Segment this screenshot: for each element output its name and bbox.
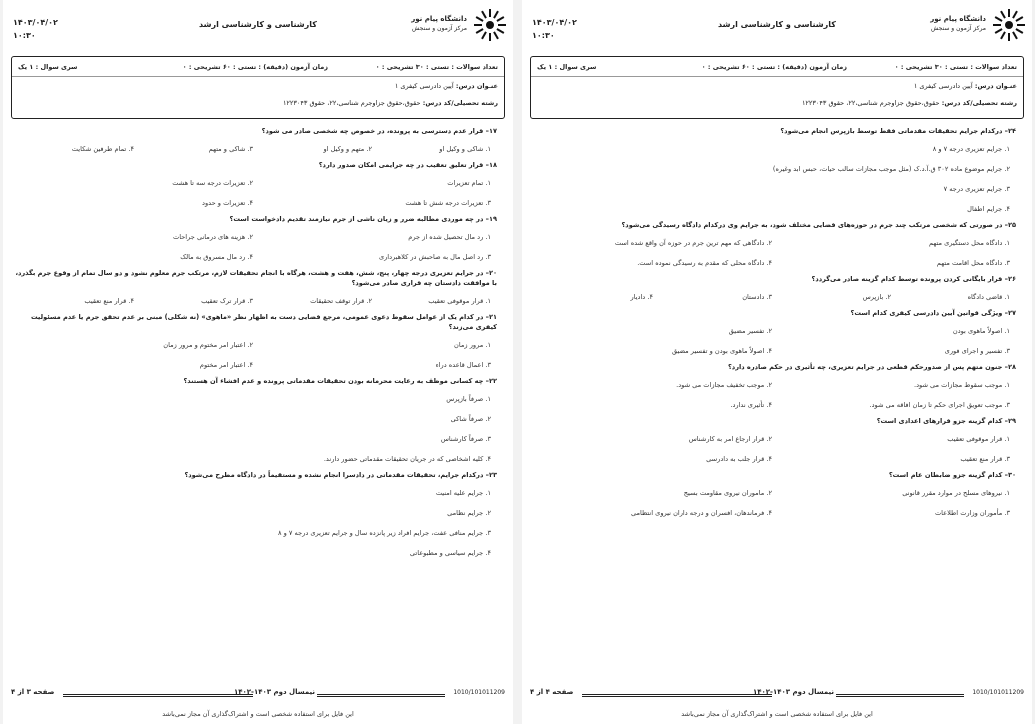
question-block — [534, 126, 1016, 214]
course-title: عنـوان درس: آیین دادرسی کیفری ۱ — [913, 82, 1017, 90]
question-text: ۲۷– ویژگی قوانین آیین دادرسی کیفری کدام است؟ — [850, 309, 1016, 317]
answer-option: ۱. مرور زمان — [454, 341, 491, 349]
answer-options — [534, 326, 1016, 356]
exam-page-4 — [522, 0, 1032, 724]
exam-time: ۱۰:۳۰ — [13, 31, 36, 40]
answer-option: ۴. اصولاً ماهوی بودن و تفسیر مضیق — [671, 347, 772, 355]
question-text: ۱۷– قرار عدم دسترسی به پرونده، در خصوص چه شخصی صادر می شود؟ — [261, 127, 497, 135]
exam-date: ۱۴۰۳/۰۴/۰۲ — [532, 18, 577, 27]
exam-code: 1010/101011209 — [972, 689, 1024, 696]
answer-option: ۴. قرار جلب به دادرسی — [706, 455, 772, 463]
question-block — [15, 376, 497, 464]
exam-info-box — [530, 56, 1024, 119]
exam-time: ۱۰:۳۰ — [532, 31, 555, 40]
page-footer — [530, 686, 1024, 700]
degree-level: کارشناسی و کارشناسی ارشد — [199, 20, 317, 29]
question-block — [534, 274, 1016, 302]
answer-option: ۱. جرایم علیه امنیت — [435, 489, 491, 497]
answer-option: ۴. تمام طرفین شکایت — [71, 145, 134, 153]
question-text: ۲۶– قرار بایگانی کردن پرونده توسط کدام گزینه صادر می‌گردد؟ — [811, 275, 1016, 283]
question-text: ۳۰– کدام گزینه جزو ضابطان عام است؟ — [888, 471, 1016, 479]
answer-option: ۴. دادگاه محلی که مقدم به رسیدگی نموده است. — [637, 259, 772, 267]
divider — [531, 76, 1023, 77]
exam-info-box — [11, 56, 505, 119]
question-block — [15, 126, 497, 154]
question-count: تعداد سوالات : تستی : ۳۰ تشریحی : ۰ — [375, 63, 498, 71]
answer-option: ۲. قرار توقف تحقیقات — [310, 297, 372, 305]
exam-date: ۱۴۰۳/۰۴/۰۲ — [13, 18, 58, 27]
question-block — [15, 470, 497, 558]
footer-rule — [836, 694, 964, 697]
question-list — [15, 126, 497, 564]
answer-options — [534, 488, 1016, 518]
answer-option: ۱. نیروهای مسلح در موارد مقرر قانونی — [902, 489, 1010, 497]
exam-duration: زمان آزمون (دقیقه) : تستی : ۶۰ تشریحی : ۰ — [182, 63, 328, 71]
answer-option: ۲. تعزیرات درجه سه تا هشت — [172, 179, 253, 187]
answer-option: ۳. اعمال قاعده دراء — [435, 361, 491, 369]
footer-rule — [582, 694, 772, 697]
answer-option: ۲. اعتبار امر مختوم و مرور زمان — [163, 341, 253, 349]
question-list — [534, 126, 1016, 524]
answer-options — [534, 144, 1016, 214]
usage-note: این فایل برای استفاده شخصی است و اشتراک‌گذاری آن مجاز نمی‌باشد — [681, 710, 873, 718]
answer-option: ۱. موجب سقوط مجازات می شود. — [914, 381, 1010, 389]
answer-option: ۳. قرار منع تعقیب — [960, 455, 1010, 463]
question-block — [534, 220, 1016, 268]
question-block — [15, 160, 497, 208]
center-name: مرکز آزمون و سنجش — [931, 25, 986, 32]
answer-option: ۴. اعتبار امر مختوم — [199, 361, 253, 369]
question-text: ۲۱– در کدام یک از عوامل سقوط دعوی عمومی، مرجع قضایی دست به اظهار نظر «ماهوی» (نه شکلی) مبنی بر عدم تحقق جرم یا عدم مسئولیت کیفری می‌زند؟ — [30, 313, 497, 331]
exam-page-3 — [3, 0, 513, 724]
field-code: رشته تحصیلی/کد درس: حقوق،حقوق جزاوجرم شناسی،۲۲، حقوق ۱۲۲۳۰۴۳ — [801, 99, 1017, 107]
answer-option: ۲. جرایم نظامی — [447, 509, 491, 517]
answer-option: ۳. تفسیر و اجرای فوری — [944, 347, 1010, 355]
answer-option: ۲. متهم و وکیل او — [323, 145, 372, 153]
answer-option: ۱. رد مال تحصیل شده از جرم — [408, 233, 491, 241]
semester: نیمسال دوم ۱۴۰۳-۱۴۰۲ — [752, 688, 834, 696]
answer-options — [534, 292, 1016, 302]
question-block — [15, 214, 497, 262]
answer-option: ۴. دادیار — [630, 293, 653, 301]
footer-rule — [317, 694, 445, 697]
answer-options — [15, 144, 497, 154]
answer-option: ۱. صرفاً بازپرس — [446, 395, 491, 403]
answer-option: ۳. تعزیرات درجه شش تا هشت — [405, 199, 491, 207]
answer-option: ۴. کلیه اشخاصی که در جریان تحقیقات مقدماتی حضور دارند. — [323, 455, 491, 463]
university-name: دانشگاه پیام نور مرکز آزمون و سنجش — [411, 15, 467, 32]
answer-option: ۱. تمام تعزیرات — [447, 179, 491, 187]
answer-option: ۳. جرایم منافی عفت، جرایم افراد زیر پانزده سال و جرایم تعزیری درجه ۷ و ۸ — [277, 529, 491, 537]
answer-option: ۱. جرایم تعزیری درجه ۷ و ۸ — [932, 145, 1010, 153]
answer-options — [15, 232, 497, 262]
answer-options — [15, 394, 497, 464]
answer-option: ۳. جرایم تعزیری درجه ۷ — [943, 185, 1010, 193]
field-code: رشته تحصیلی/کد درس: حقوق،حقوق جزاوجرم شناسی،۲۲، حقوق ۱۲۲۳۰۴۳ — [282, 99, 498, 107]
page-number: صفحه ۴ از ۴ — [530, 688, 574, 696]
answer-option: ۱. قرار موقوفی تعقیب — [428, 297, 491, 305]
answer-option: ۱. اصولاً ماهوی بودن — [952, 327, 1010, 335]
answer-option: ۲. بازپرس — [862, 293, 891, 301]
page-number: صفحه ۳ از ۴ — [11, 688, 55, 696]
answer-option: ۳. مأموران وزارت اطلاعات — [934, 509, 1010, 517]
question-text: ۱۹– در چه موردی مطالبه ضرر و زیان ناشی از جرم نیازمند تقدیم دادخواست است؟ — [229, 215, 497, 223]
answer-options — [15, 488, 497, 558]
answer-option: ۱. شاکی و وکیل او — [439, 145, 491, 153]
question-block — [534, 470, 1016, 518]
page-header — [3, 0, 513, 52]
question-text: ۲۴– درکدام جرایم تحقیقات مقدماتی فقط توسط بازپرس انجام می‌شود؟ — [780, 127, 1016, 135]
question-count: تعداد سوالات : تستی : ۳۰ تشریحی : ۰ — [894, 63, 1017, 71]
answer-options — [534, 434, 1016, 464]
answer-option: ۱. قاضی دادگاه — [967, 293, 1010, 301]
question-block — [15, 312, 497, 370]
answer-option: ۳. رد اصل مال به صاحبش در کلاهبرداری — [378, 253, 491, 261]
degree-level: کارشناسی و کارشناسی ارشد — [718, 20, 836, 29]
question-text: ۲۲– چه کسانی موظف به رعایت محرمانه بودن تحقیقات مقدماتی پرونده و عدم افشاء آن هستند؟ — [183, 377, 497, 385]
answer-options — [15, 178, 497, 208]
exam-code: 1010/101011209 — [453, 689, 505, 696]
answer-option: ۱. قرار موقوفی تعقیب — [947, 435, 1010, 443]
divider — [12, 76, 504, 77]
answer-option: ۳. دادستان — [742, 293, 772, 301]
answer-option: ۲. دادگاهی که مهم ترین جرم در حوزه آن واقع شده است — [614, 239, 772, 247]
question-text: ۲۵– در صورتی که شخصی مرتکب چند جرم در حوزه‌های قضایی مختلف شود، به جرایم وی درکدام دادگاه رسیدگی می‌شود؟ — [621, 221, 1016, 229]
answer-option: ۲. موجب تخفیف مجازات می شود. — [676, 381, 772, 389]
answer-option: ۲. جرایم موضوع ماده ۳۰۲ ق.آ.د.ک (مثل موجب مجازات سالب حیات، حبس ابد وغیره) — [772, 165, 1010, 173]
semester: نیمسال دوم ۱۴۰۳-۱۴۰۲ — [233, 688, 315, 696]
answer-options — [534, 380, 1016, 410]
page-header — [522, 0, 1032, 52]
question-series: سری سوال : ۱ یک — [537, 63, 597, 71]
answer-option: ۴. تأثیری ندارد. — [730, 401, 772, 409]
answer-option: ۴. جرایم سیاسی و مطبوعاتی — [409, 549, 491, 557]
answer-options — [534, 238, 1016, 268]
usage-note: این فایل برای استفاده شخصی است و اشتراک‌گذاری آن مجاز نمی‌باشد — [162, 710, 354, 718]
question-text: ۱۸– قرار تعلیق تعقیب در چه جرایمی امکان صدور دارد؟ — [318, 161, 497, 169]
question-block — [15, 268, 497, 306]
university-name: دانشگاه پیام نور مرکز آزمون و سنجش — [930, 15, 986, 32]
page-footer — [11, 686, 505, 700]
question-block — [534, 416, 1016, 464]
question-text: ۲۸– جنون متهم پس از صدورحکم قطعی در جرایم تعزیری، چه تأثیری در حکم صادره دارد؟ — [727, 363, 1016, 371]
answer-option: ۳. موجب تعویق اجرای حکم تا زمان افاقه می شود. — [869, 401, 1010, 409]
answer-option: ۴. فرماندهان، افسران و درجه داران نیروی انتظامی — [630, 509, 772, 517]
course-title: عنـوان درس: آیین دادرسی کیفری ۱ — [394, 82, 498, 90]
answer-options — [15, 340, 497, 370]
answer-option: ۱. دادگاه محل دستگیری متهم — [929, 239, 1010, 247]
exam-datetime — [13, 16, 58, 42]
answer-option: ۴. جرایم اطفال — [967, 205, 1010, 213]
answer-option: ۳. دادگاه محل اقامت متهم — [936, 259, 1010, 267]
answer-options — [15, 296, 497, 306]
answer-option: ۴. قرار منع تعقیب — [84, 297, 134, 305]
answer-option: ۲. ماموران نیروی مقاومت بسیج — [683, 489, 772, 497]
question-block — [534, 308, 1016, 356]
footer-rule — [63, 694, 253, 697]
question-text: ۲۳– درکدام جرایم، تحقیقات مقدماتی در دادسرا انجام نشده و مستقیماً در دادگاه مطرح می‌شود؟ — [184, 471, 497, 479]
answer-option: ۳. صرفاً کارشناس — [440, 435, 491, 443]
answer-option: ۳. شاکی و متهم — [208, 145, 253, 153]
exam-datetime — [532, 16, 577, 42]
question-block — [534, 362, 1016, 410]
answer-option: ۲. هزینه های درمانی جراحات — [173, 233, 253, 241]
question-text: ۲۰– در جرایم تعزیری درجه چهار، پنج، شش، هفت و هشت، هرگاه با انجام تحقیقات لازم، مرتکب جرم معلوم نشود و دو سال تمام از وقوع جرم بگذرد، با موافقت دادستان چه قراری صادر می‌شود؟ — [15, 269, 497, 287]
center-name: مرکز آزمون و سنجش — [412, 25, 467, 32]
answer-option: ۲. قرار ارجاع امر به کارشناس — [688, 435, 772, 443]
answer-option: ۴. رد مال مسروق به مالک — [180, 253, 253, 261]
answer-option: ۳. قرار ترک تعقیب — [201, 297, 253, 305]
answer-option: ۴. تعزیرات و حدود — [202, 199, 253, 207]
exam-duration: زمان آزمون (دقیقه) : تستی : ۶۰ تشریحی : ۰ — [701, 63, 847, 71]
question-text: ۲۹– کدام گزینه جزو قرارهای اعدادی است؟ — [876, 417, 1016, 425]
question-series: سری سوال : ۱ یک — [18, 63, 78, 71]
answer-option: ۲. صرفاً شاکی — [450, 415, 491, 423]
answer-option: ۲. تفسیر مضیق — [728, 327, 772, 335]
